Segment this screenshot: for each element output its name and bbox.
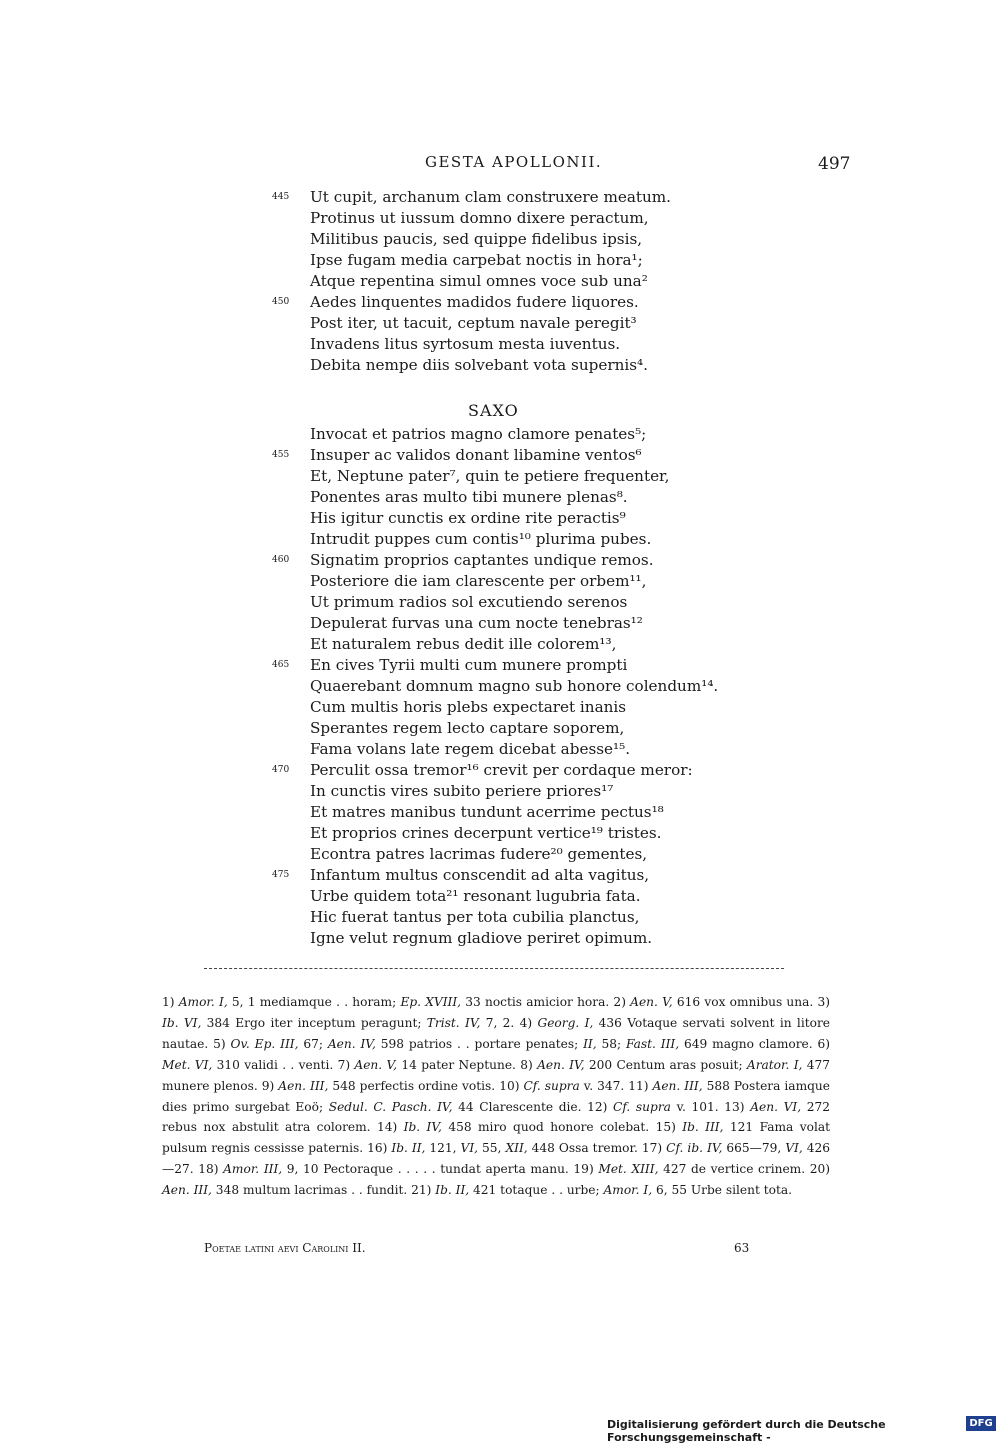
verse-line bbox=[272, 187, 792, 208]
footnote-text: 58; bbox=[596, 1036, 626, 1051]
verse-line bbox=[272, 550, 792, 571]
verse-line bbox=[272, 634, 792, 655]
line-number: 445 bbox=[272, 192, 290, 202]
citation-source: Met. XIII, bbox=[598, 1162, 659, 1177]
verse-text: Hic fuerat tantus per tota cubilia planctus, bbox=[310, 908, 640, 926]
verse-text: En cives Tyrii multi cum munere prompti bbox=[310, 656, 628, 674]
verse-text: Aedes linquentes madidos fudere liquores. bbox=[310, 293, 639, 311]
footnote-text: v. 347. 11) bbox=[579, 1078, 653, 1093]
footnote-text: 6, 55 Urbe silent tota. bbox=[652, 1183, 793, 1198]
citation-source: II, bbox=[583, 1036, 597, 1051]
citation-source: Georg. I, bbox=[537, 1015, 594, 1030]
citation-source: Ib. VI, bbox=[162, 1015, 202, 1030]
footnotes bbox=[162, 992, 830, 1201]
footnote-text: 458 miro quod honore colebat. 15) bbox=[441, 1120, 683, 1135]
citation-source: VI, bbox=[785, 1141, 803, 1156]
footnote-text: 9, 10 Pectoraque . . . . . tundat aperta manu. 19) bbox=[282, 1162, 599, 1177]
verse-text: Intrudit puppes cum contis¹⁰ plurima pubes. bbox=[310, 530, 652, 548]
citation-source: Ib. II, bbox=[435, 1183, 470, 1198]
footnote-text: 44 Clarescente die. 12) bbox=[452, 1099, 614, 1114]
verse-line bbox=[272, 529, 792, 550]
footnote-text: 310 validi . . venti. 7) bbox=[212, 1057, 355, 1072]
verse-line bbox=[272, 592, 792, 613]
poem-block-2 bbox=[272, 424, 792, 949]
citation-source: Cf. supra bbox=[523, 1078, 580, 1093]
citation-source: Cf. supra bbox=[613, 1099, 671, 1114]
footnote-text: 616 vox omnibus una. 3) bbox=[672, 995, 830, 1009]
footnote-text: 33 noctis amicior hora. 2) bbox=[461, 995, 631, 1009]
citation-source: Amor. III, bbox=[223, 1162, 283, 1177]
verse-line bbox=[272, 208, 792, 229]
footnote-text: 348 multum lacrimas . . fundit. 21) bbox=[211, 1183, 436, 1198]
verse-text: Debita nempe diis solvebant vota supernis⁴. bbox=[310, 356, 648, 374]
funding-credit: Digitalisierung gefördert durch die Deutsche Forschungsgemeinschaft - bbox=[607, 1418, 886, 1444]
verse-text: Sperantes regem lecto captare soporem, bbox=[310, 719, 625, 737]
footnote-text: 5, 1 mediamque . . horam; bbox=[227, 995, 401, 1009]
verse-line bbox=[272, 676, 792, 697]
footnote-text: 448 Ossa tremor. 17) bbox=[527, 1141, 667, 1156]
verse-line bbox=[272, 334, 792, 355]
verse-text: Urbe quidem tota²¹ resonant lugubria fata. bbox=[310, 887, 641, 905]
verse-line bbox=[272, 271, 792, 292]
footnote-text: 7, 2. 4) bbox=[480, 1015, 538, 1030]
citation-source: Aen. III, bbox=[652, 1078, 703, 1093]
citation-source: Amor. I, bbox=[603, 1183, 653, 1198]
footnote-text: 67; bbox=[298, 1036, 328, 1051]
footnote-text: 649 magno clamore. 6) bbox=[679, 1036, 831, 1051]
citation-source: Aen. IV, bbox=[327, 1036, 376, 1051]
citation-source: Sedul. C. Pasch. IV, bbox=[328, 1099, 453, 1114]
verse-line bbox=[272, 250, 792, 271]
verse-line bbox=[272, 907, 792, 928]
verse-line bbox=[272, 928, 792, 949]
verse-text: Quaerebant domnum magno sub honore colendum¹⁴. bbox=[310, 677, 719, 695]
verse-text: Perculit ossa tremor¹⁶ crevit per cordaque meror: bbox=[310, 761, 693, 779]
verse-line bbox=[272, 886, 792, 907]
verse-text: Atque repentina simul omnes voce sub una² bbox=[310, 272, 648, 290]
verse-text: Insuper ac validos donant libamine ventos⁶ bbox=[310, 446, 642, 464]
verse-line bbox=[272, 844, 792, 865]
footnote-text: 121, bbox=[425, 1141, 461, 1156]
citation-source: Aen. V, bbox=[630, 995, 673, 1009]
verse-line bbox=[272, 445, 792, 466]
verse-text: Protinus ut iussum domno dixere peractum, bbox=[310, 209, 649, 227]
verse-text: Et naturalem rebus dedit ille colorem¹³, bbox=[310, 635, 617, 653]
footnote-text: 14 pater Neptune. 8) bbox=[397, 1057, 538, 1072]
poem-block-1 bbox=[272, 187, 792, 376]
footnote-text: 665—79, bbox=[722, 1141, 786, 1156]
verse-line bbox=[272, 424, 792, 445]
citation-source: Ov. Ep. III, bbox=[230, 1036, 299, 1051]
footnote-text: 427 de vertice crinem. 20) bbox=[658, 1162, 830, 1177]
footer-signature: Poetae latini aevi Carolini II. bbox=[204, 1241, 366, 1255]
verse-line bbox=[272, 571, 792, 592]
line-number: 465 bbox=[272, 660, 290, 670]
verse-line bbox=[272, 313, 792, 334]
verse-text: Et proprios crines decerpunt vertice¹⁹ tristes. bbox=[310, 824, 662, 842]
citation-source: Ib. III, bbox=[682, 1120, 724, 1135]
footnote-text: 548 perfectis ordine votis. 10) bbox=[328, 1078, 524, 1093]
verse-line bbox=[272, 697, 792, 718]
citation-source: Trist. IV, bbox=[426, 1015, 481, 1030]
verse-line bbox=[272, 718, 792, 739]
verse-text: Signatim proprios captantes undique remos. bbox=[310, 551, 654, 569]
line-number: 455 bbox=[272, 450, 290, 460]
citation-source: Cf. ib. IV, bbox=[666, 1141, 723, 1156]
verse-text: Militibus paucis, sed quippe fidelibus ipsis, bbox=[310, 230, 643, 248]
footnote-text: 55, bbox=[478, 1141, 506, 1156]
verse-line bbox=[272, 229, 792, 250]
footnote-text: 272 rebus nox abstulit atra colorem. 14) bbox=[162, 1099, 830, 1135]
verse-text: Infantum multus conscendit ad alta vagitus, bbox=[310, 866, 650, 884]
citation-source: Arator. I, bbox=[746, 1057, 803, 1072]
footnote-text: 598 patrios . . portare penates; bbox=[375, 1036, 584, 1051]
verse-line bbox=[272, 760, 792, 781]
verse-text: Depulerat furvas una cum nocte tenebras¹² bbox=[310, 614, 643, 632]
footnote-text: 1) bbox=[162, 995, 179, 1009]
verse-line bbox=[272, 292, 792, 313]
verse-text: Ipse fugam media carpebat noctis in hora¹; bbox=[310, 251, 643, 269]
footnote-text: 384 Ergo iter inceptum peragunt; bbox=[201, 1015, 427, 1030]
footnote-text: v. 101. 13) bbox=[670, 1099, 751, 1114]
footnote-text: 200 Centum aras posuit; bbox=[584, 1057, 747, 1072]
citation-source: Ep. XVIII, bbox=[400, 995, 462, 1009]
footnote-text: 121 Fama volat pulsum regnis cessisse paternis. 16) bbox=[162, 1120, 831, 1156]
verse-text: His igitur cunctis ex ordine rite peractis⁹ bbox=[310, 509, 626, 527]
verse-text: Post iter, ut tacuit, ceptum navale peregit³ bbox=[310, 314, 637, 332]
verse-line bbox=[272, 655, 792, 676]
verse-line bbox=[272, 508, 792, 529]
verse-line bbox=[272, 802, 792, 823]
footnote-text: 477 munere plenos. 9) bbox=[162, 1057, 831, 1093]
footnote-text: 421 totaque . . urbe; bbox=[469, 1183, 604, 1198]
section-title: SAXO bbox=[468, 401, 519, 420]
verse-line bbox=[272, 355, 792, 376]
citation-source: VI, bbox=[460, 1141, 479, 1156]
verse-text: Ut primum radios sol excutiendo serenos bbox=[310, 593, 628, 611]
footnote-text: 588 Postera iamque dies primo surgebat Eoö; bbox=[162, 1078, 830, 1114]
footnote-divider bbox=[204, 968, 784, 969]
verse-text: Ponentes aras multo tibi munere plenas⁸. bbox=[310, 488, 628, 506]
verse-text: Fama volans late regem dicebat abesse¹⁵. bbox=[310, 740, 631, 758]
citation-source: Ib. IV, bbox=[403, 1120, 442, 1135]
footnote-text: 436 Votaque servati solvent in litore nautae. 5) bbox=[162, 1015, 830, 1051]
verse-line bbox=[272, 865, 792, 886]
verse-line bbox=[272, 781, 792, 802]
verse-text: Et matres manibus tundunt acerrime pectus¹⁸ bbox=[310, 803, 664, 821]
verse-text: Posteriore die iam clarescente per orbem¹¹, bbox=[310, 572, 647, 590]
citation-source: Aen. V, bbox=[354, 1057, 398, 1072]
verse-line bbox=[272, 739, 792, 760]
verse-line bbox=[272, 613, 792, 634]
footnote-text: 426—27. 18) bbox=[162, 1141, 830, 1177]
citation-source: Ib. II, bbox=[391, 1141, 426, 1156]
verse-line bbox=[272, 466, 792, 487]
citation-source: Aen. III, bbox=[278, 1078, 329, 1093]
verse-text: Ut cupit, archanum clam construxere meatum. bbox=[310, 188, 672, 206]
citation-source: Aen. IV, bbox=[537, 1057, 585, 1072]
verse-text: Igne velut regnum gladiove periret opimum. bbox=[310, 929, 653, 947]
page-number: 497 bbox=[818, 154, 851, 174]
verse-text: Invocat et patrios magno clamore penates⁵; bbox=[310, 425, 647, 443]
verse-text: Econtra patres lacrimas fudere²⁰ gementes, bbox=[310, 845, 648, 863]
dfg-logo: DFG bbox=[966, 1416, 996, 1431]
verse-text: In cunctis vires subito periere priores¹⁷ bbox=[310, 782, 614, 800]
citation-source: Aen. VI, bbox=[750, 1099, 802, 1114]
citation-source: Fast. III, bbox=[625, 1036, 680, 1051]
verse-text: Invadens litus syrtosum mesta iuventus. bbox=[310, 335, 621, 353]
citation-source: Amor. I, bbox=[178, 995, 228, 1009]
line-number: 450 bbox=[272, 297, 290, 307]
line-number: 460 bbox=[272, 555, 290, 565]
line-number: 470 bbox=[272, 765, 290, 775]
verse-line bbox=[272, 487, 792, 508]
citation-source: XII, bbox=[505, 1141, 528, 1156]
footer-sheet-number: 63 bbox=[734, 1241, 750, 1255]
verse-line bbox=[272, 823, 792, 844]
citation-source: Met. VI, bbox=[162, 1057, 213, 1072]
line-number: 475 bbox=[272, 870, 290, 880]
verse-text: Et, Neptune pater⁷, quin te petiere frequenter, bbox=[310, 467, 670, 485]
verse-text: Cum multis horis plebs expectaret inanis bbox=[310, 698, 627, 716]
running-head: GESTA APOLLONII. bbox=[425, 153, 603, 171]
citation-source: Aen. III, bbox=[162, 1183, 212, 1198]
